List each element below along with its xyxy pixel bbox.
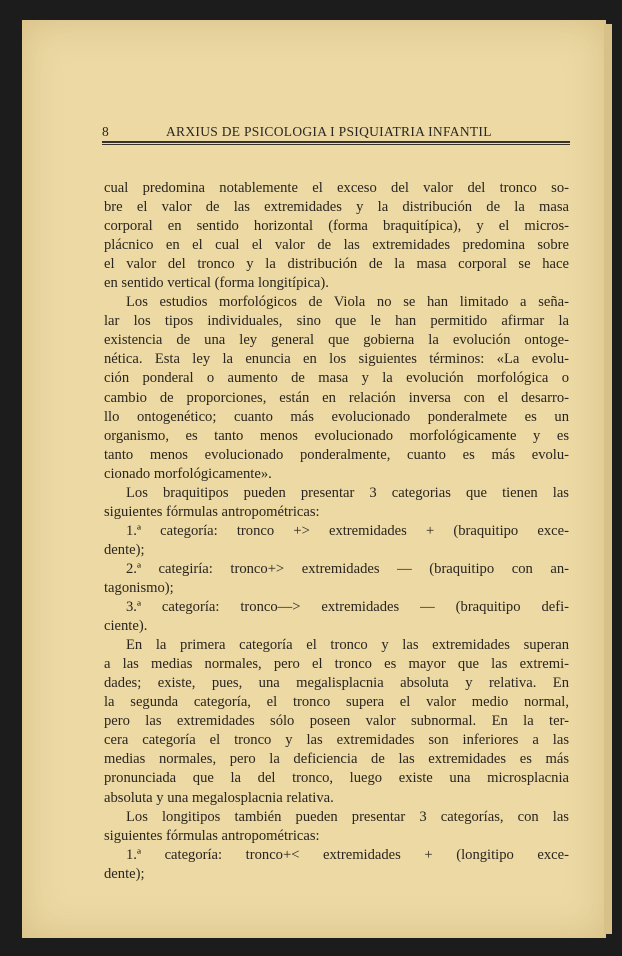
page-edge xyxy=(604,24,612,934)
text-line: lar los tipos individuales, sino que le han permitido afirmar la xyxy=(104,313,569,330)
text-line: la segunda categoría, el tronco supera el valor medio normal, xyxy=(104,694,569,711)
text-line: 1.ª categoría: tronco+< extremidades + (longitipo exce- xyxy=(126,846,569,863)
header-rule-thin xyxy=(102,144,570,145)
text-line: cera categoría el tronco y las extremidades son inferiores a las xyxy=(104,732,569,749)
text-line: Los longitipos también pueden presentar 3 categorías, con las xyxy=(126,808,569,825)
text-line: dente); xyxy=(104,865,145,882)
header-rule xyxy=(102,141,570,143)
text-line: organismo, es tanto menos evolucionado morfológicamente y es xyxy=(104,427,569,444)
text-line: tagonismo); xyxy=(104,579,174,596)
text-line: existencia de una ley general que gobierna la evolución ontoge- xyxy=(104,332,569,349)
running-title: ARXIUS DE PSICOLOGIA I PSIQUIATRIA INFANTIL xyxy=(166,124,492,139)
text-line: cambio de proporciones, están en relación inversa con el desarro- xyxy=(104,389,569,406)
text-line: pero las extremidades sólo poseen valor subnormal. En la ter- xyxy=(104,713,569,730)
text-line: cual predomina notablemente el exceso del valor del tronco so- xyxy=(104,180,569,196)
text-line: 1.ª categoría: tronco +> extremidades + (braquitipo exce- xyxy=(126,522,569,539)
text-line: en sentido vertical (forma longitípica). xyxy=(104,275,329,292)
text-line: siguientes fórmulas antropométricas: xyxy=(104,827,320,844)
text-line: llo ontogenético; cuanto más evolucionado ponderalmete es un xyxy=(104,408,569,425)
text-line: Los braquitipos pueden presentar 3 categorias que tienen las xyxy=(126,484,569,501)
text-line: absoluta y una megalosplacnia relativa. xyxy=(104,789,334,806)
text-line: a las medias normales, pero el tronco es mayor que las extremi- xyxy=(104,656,569,673)
text-line: pronunciada que la del tronco, luego existe una microsplacnia xyxy=(104,770,569,787)
text-line: ciente). xyxy=(104,618,148,635)
text-line: medias normales, pero la deficiencia de las extremidades es más xyxy=(104,751,569,768)
text-line: 2.ª categiría: tronco+> extremidades — (braquitipo con an- xyxy=(126,560,569,577)
text-line: plácnico en el cual el valor de las extremidades predomina sobre xyxy=(104,237,569,254)
text-line: corporal en sentido horizontal (forma braquitípica), y el micros- xyxy=(104,218,569,235)
text-line: bre el valor de las extremidades y la distribución de la masa xyxy=(104,199,569,216)
page-number: 8 xyxy=(102,124,110,139)
text-line: 3.ª categoría: tronco—> extremidades — (braquitipo defi- xyxy=(126,599,569,616)
text-line: dades; existe, pues, una megalisplacnia absoluta y relativa. En xyxy=(104,675,569,692)
text-line: siguientes fórmulas antropométricas: xyxy=(104,503,320,520)
text-line: cionado morfológicamente». xyxy=(104,465,272,482)
text-line: dente); xyxy=(104,541,145,558)
text-line: En la primera categoría el tronco y las extremidades superan xyxy=(126,637,569,654)
text-line: tanto menos evolucionado ponderalmente, cuanto es más evolu- xyxy=(104,446,569,463)
text-line: ción ponderal o aumento de masa y la evolución morfológica o xyxy=(104,370,569,387)
text-line: nética. Esta ley la enuncia en los siguientes términos: «La evolu- xyxy=(104,351,569,368)
text-line: el valor del tronco y la distribución de la masa corporal se hace xyxy=(104,256,569,273)
body-text xyxy=(104,179,569,884)
text-line: Los estudios morfológicos de Viola no se han limitado a seña- xyxy=(126,294,569,311)
running-header xyxy=(102,124,570,140)
